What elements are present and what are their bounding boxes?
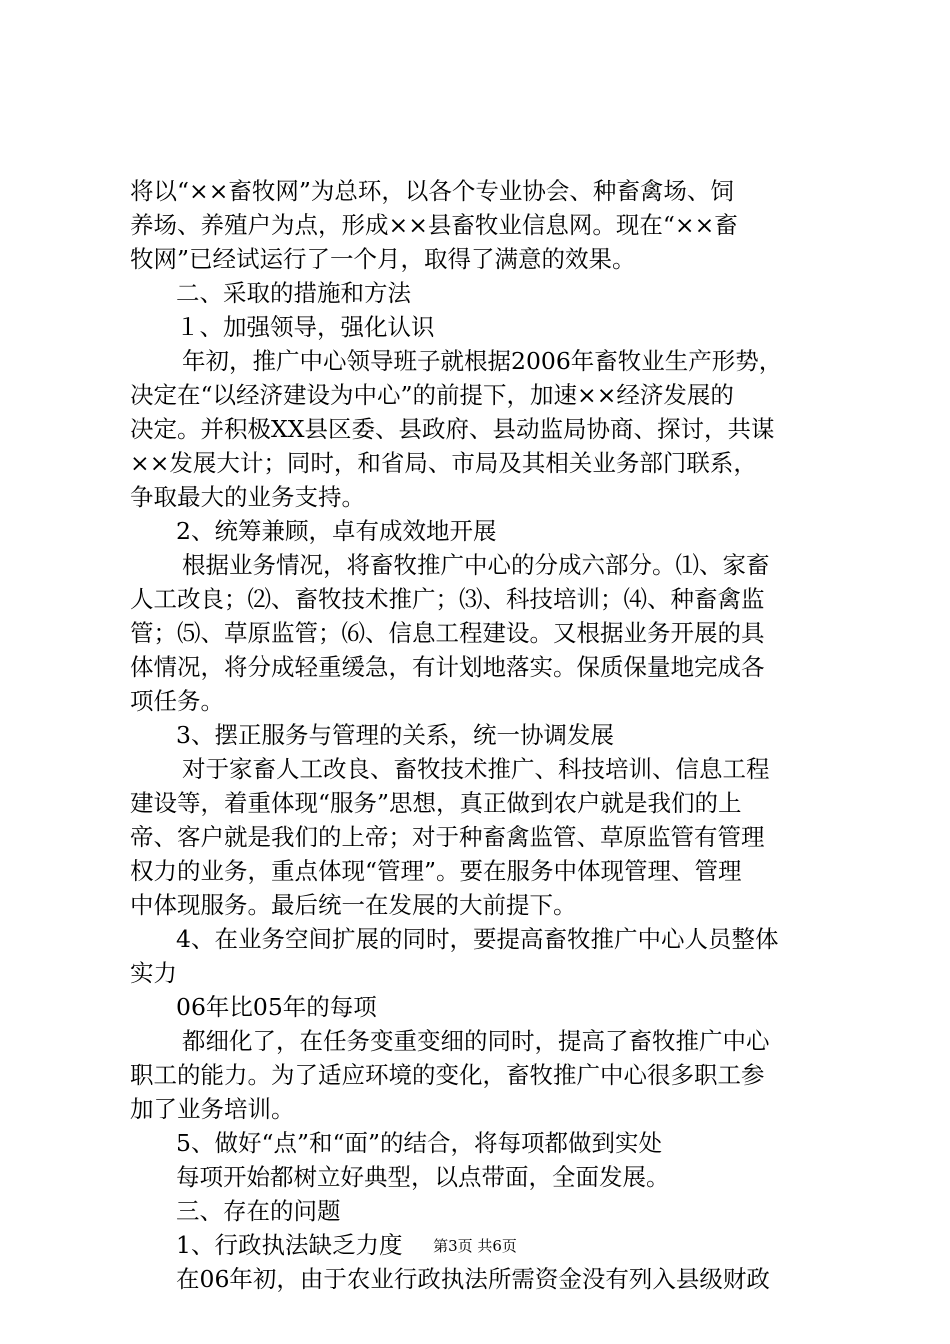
section-heading: 二、采取的措施和方法 <box>176 279 411 307</box>
text-line: 06年比05年的每项 <box>176 993 377 1021</box>
text-line: 争取最大的业务支持。 <box>130 483 365 511</box>
text-line: 在06年初，由于农业行政执法所需资金没有列入县级财政 <box>176 1265 770 1293</box>
text-line: 将以“××畜牧网”为总环，以各个专业协会、种畜禽场、饲 <box>130 177 734 205</box>
text-line: ××发展大计；同时，和省局、市局及其相关业务部门联系， <box>130 449 757 477</box>
text-line: 帝、客户就是我们的上帝；对于种畜禽监管、草原监管有管理 <box>130 823 765 851</box>
text-line: 加了业务培训。 <box>130 1095 295 1123</box>
text-line: 牧网”已经试运行了一个月，取得了满意的效果。 <box>130 245 636 273</box>
body-text <box>130 174 830 1296</box>
text-line: 根据业务情况，将畜牧推广中心的分成六部分。⑴、家畜 <box>182 551 770 579</box>
text-line: 中体现服务。最后统一在发展的大前提下。 <box>130 891 577 919</box>
text-line: 权力的业务，重点体现“管理”。要在服务中体现管理、管理 <box>130 857 742 885</box>
text-line: 都细化了，在任务变重变细的同时，提高了畜牧推广中心 <box>182 1027 770 1055</box>
subheading: 5、做好“点”和“面”的结合，将每项都做到实处 <box>176 1129 663 1157</box>
text-line: 对于家畜人工改良、畜牧技术推广、科技培训、信息工程 <box>182 755 770 783</box>
page-footer: 第3页 共6页 <box>433 1237 517 1255</box>
text-line: 人工改良；⑵、畜牧技术推广；⑶、科技培训；⑷、种畜禽监 <box>130 585 765 613</box>
text-line: 每项开始都树立好典型，以点带面，全面发展。 <box>176 1163 670 1191</box>
subheading: 3、摆正服务与管理的关系，统一协调发展 <box>176 721 614 749</box>
text-line: 职工的能力。为了适应环境的变化，畜牧推广中心很多职工参 <box>130 1061 765 1089</box>
text-line: 决定在“以经济建设为中心”的前提下，加速××经济发展的 <box>130 381 734 409</box>
subheading: 2、统筹兼顾，卓有成效地开展 <box>176 517 497 545</box>
text-line: 建设等，着重体现“服务”思想，真正做到农户就是我们的上 <box>130 789 742 817</box>
text-line: 管；⑸、草原监管；⑹、信息工程建设。又根据业务开展的具 <box>130 619 765 647</box>
text-line: 年初，推广中心领导班子就根据2006年畜牧业生产形势， <box>182 347 783 375</box>
subheading: １、加强领导，强化认识 <box>176 313 435 341</box>
text-line: 实力 <box>130 959 177 987</box>
text-line: 体情况，将分成轻重缓急，有计划地落实。保质保量地完成各 <box>130 653 765 681</box>
subheading: 4、在业务空间扩展的同时，要提高畜牧推广中心人员整体 <box>176 925 779 953</box>
text-line: 项任务。 <box>130 687 224 715</box>
section-heading: 三、存在的问题 <box>176 1197 341 1225</box>
subheading: 1、行政执法缺乏力度 <box>176 1231 403 1259</box>
text-line: 决定。并积极XX县区委、县政府、县动监局协商、探讨，共谋 <box>130 415 775 443</box>
text-line: 养场、养殖户为点，形成××县畜牧业信息网。现在“××畜 <box>130 211 738 239</box>
